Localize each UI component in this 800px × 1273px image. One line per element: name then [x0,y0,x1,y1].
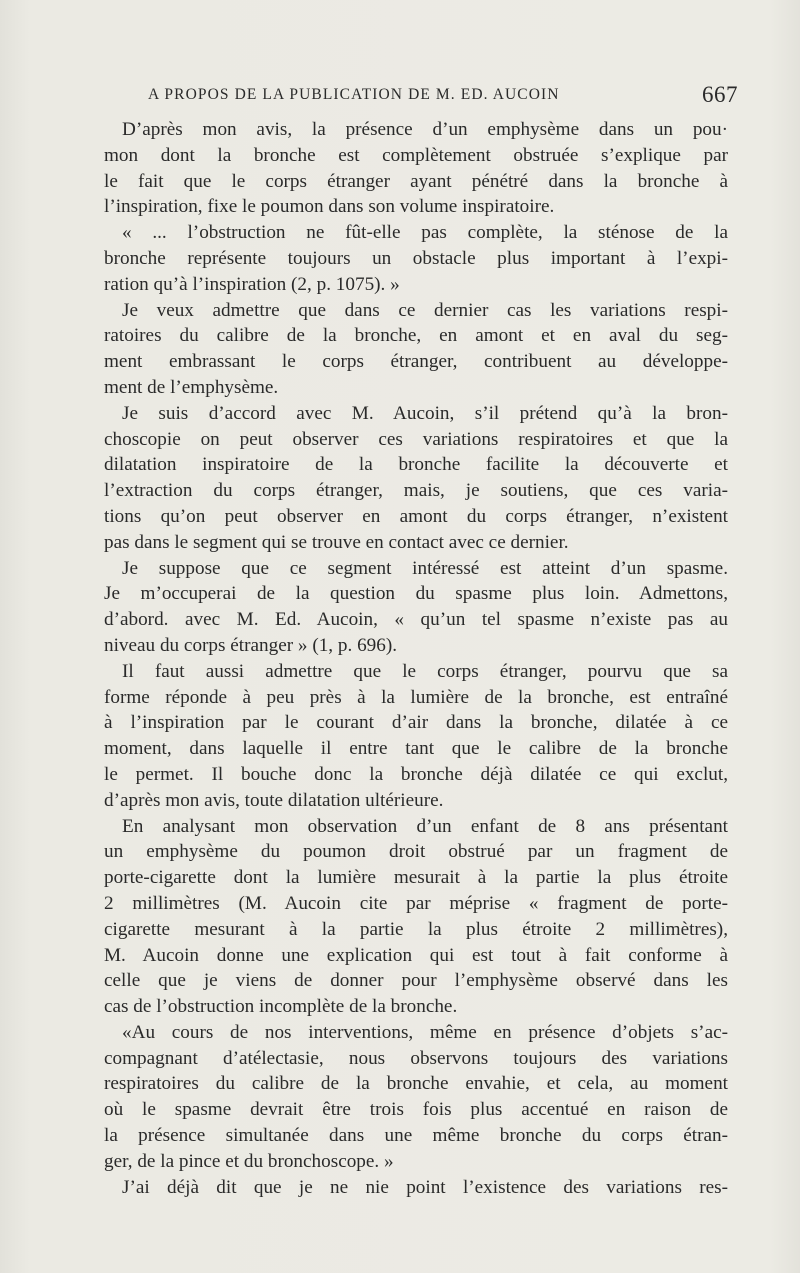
text-line: Je suis d’accord avec M. Aucoin, s’il prétend qu’à la bron- [122,402,728,424]
text-line: ratoires du calibre de la bronche, en amont et en aval du seg- [104,325,728,347]
text-line: cas de l’obstruction incomplète de la bronche. [104,996,458,1018]
page-number: 667 [702,82,738,107]
text-line: le fait que le corps étranger ayant pénétré dans la bronche à [104,170,728,192]
text-line: respiratoires du calibre de la bronche envahie, et cela, au moment [104,1073,728,1095]
text-line: l’extraction du corps étranger, mais, je soutiens, que ces varia- [104,480,728,502]
page-header [148,82,738,112]
text-line: Je suppose que ce segment intéressé est atteint d’un spasme. [122,557,728,579]
text-line: Je veux admettre que dans ce dernier cas les variations respi- [122,299,728,321]
running-title: A PROPOS DE LA PUBLICATION DE M. ED. AUCOIN [148,86,560,103]
text-line: à l’inspiration par le courant d’air dans la bronche, dilatée à ce [104,712,728,734]
body-text [104,117,728,1200]
text-line: la présence simultanée dans une même bronche du corps étran- [104,1125,728,1147]
text-line: dilatation inspiratoire de la bronche facilite la découverte et [104,454,728,476]
text-line: mon dont la bronche est complètement obstruée s’explique par [104,144,728,166]
text-line: compagnant d’atélectasie, nous observons toujours des variations [104,1047,728,1069]
text-line: Je m’occuperai de la question du spasme plus loin. Admettons, [104,583,728,605]
text-line: ger, de la pince et du bronchoscope. » [104,1150,394,1172]
text-line: un emphysème du poumon droit obstrué par un fragment de [104,841,728,863]
text-line: ment embrassant le corps étranger, contribuent au développe- [104,351,728,373]
text-line: tions qu’on peut observer en amont du corps étranger, n’existent [104,505,728,527]
text-line: 2 millimètres (M. Aucoin cite par méprise « fragment de porte- [104,892,728,914]
text-line: Il faut aussi admettre que le corps étranger, pourvu que sa [122,660,728,682]
text-line: le permet. Il bouche donc la bronche déjà dilatée ce qui exclut, [104,763,728,785]
text-line: moment, dans laquelle il entre tant que le calibre de la bronche [104,738,728,760]
text-line: celle que je viens de donner pour l’emphysème observé dans les [104,970,728,992]
text-line: bronche représente toujours un obstacle plus important à l’expi- [104,247,728,269]
text-line: M. Aucoin donne une explication qui est tout à fait conforme à [104,944,728,966]
text-line: pas dans le segment qui se trouve en contact avec ce dernier. [104,531,569,553]
text-line: «Au cours de nos interventions, même en présence d’objets s’ac- [122,1021,728,1043]
text-line: « ... l’obstruction ne fût-elle pas complète, la sténose de la [122,222,728,244]
text-line: D’après mon avis, la présence d’un emphysème dans un pou· [122,119,728,140]
text-line: niveau du corps étranger » (1, p. 696). [104,634,398,656]
text-line: forme réponde à peu près à la lumière de la bronche, est entraîné [104,686,728,708]
text-line: cigarette mesurant à la partie la plus étroite 2 millimètres), [104,918,728,940]
text-line: ment de l’emphysème. [104,376,279,398]
text-line: J’ai déjà dit que je ne nie point l’existence des variations res- [122,1176,728,1198]
text-line: d’abord. avec M. Ed. Aucoin, « qu’un tel spasme n’existe pas au [104,609,728,631]
text-line: où le spasme devrait être trois fois plus accentué en raison de [104,1099,728,1121]
text-line: ration qu’à l’inspiration (2, p. 1075). » [104,273,400,295]
text-line: d’après mon avis, toute dilatation ultérieure. [104,789,444,811]
text-line: choscopie on peut observer ces variations respiratoires et que la [104,428,728,450]
text-line: porte-cigarette dont la lumière mesurait à la partie la plus étroite [104,867,728,889]
text-line: En analysant mon observation d’un enfant de 8 ans présentant [122,815,728,837]
text-line: l’inspiration, fixe le poumon dans son volume inspiratoire. [104,196,555,218]
